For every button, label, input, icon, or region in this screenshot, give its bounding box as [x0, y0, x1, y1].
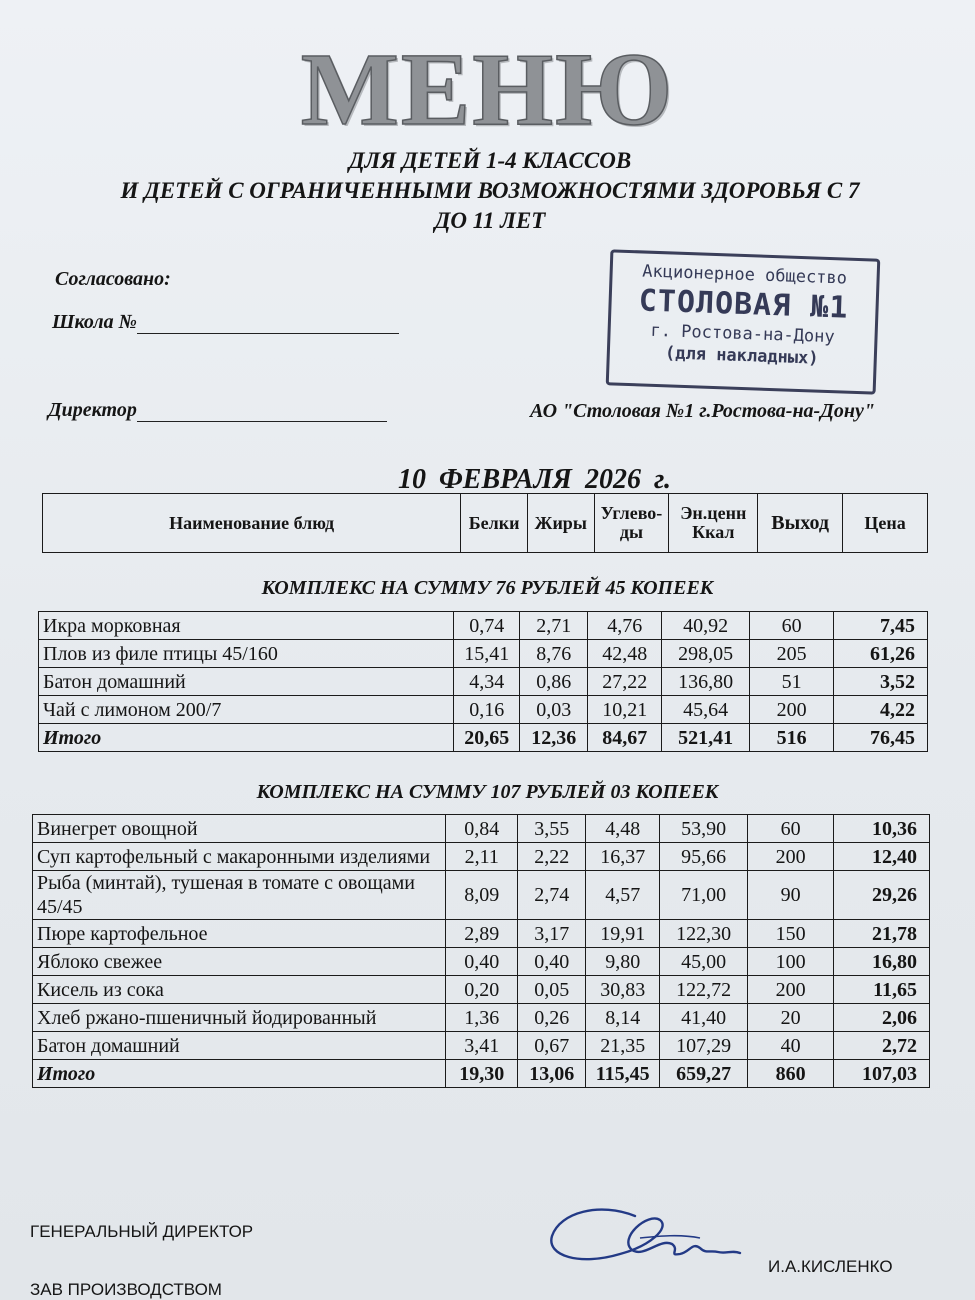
- cell-protein: 0,74: [454, 612, 520, 640]
- agreed-label: Согласовано:: [55, 268, 171, 290]
- cell-kcal: 122,30: [660, 920, 748, 948]
- cell-output: 60: [748, 815, 834, 843]
- cell-carbs: 10,21: [588, 696, 662, 724]
- signature-icon: [540, 1198, 770, 1278]
- header-name: Наименование блюд: [43, 494, 461, 553]
- menu-row: [33, 843, 930, 871]
- total-price: 107,03: [834, 1060, 930, 1088]
- complex-1-title: КОМПЛЕКС НА СУММУ 76 РУБЛЕЙ 45 КОПЕЕК: [261, 577, 714, 599]
- cell-kcal: 41,40: [660, 1004, 748, 1032]
- cell-name: Суп картофельный с макаронными изделиями: [33, 843, 446, 871]
- total-row: [39, 724, 928, 752]
- cell-name: Кисель из сока: [33, 976, 446, 1004]
- cell-fat: 2,74: [518, 871, 586, 920]
- cell-output: 40: [748, 1032, 834, 1060]
- cell-fat: 0,40: [518, 948, 586, 976]
- cell-carbs: 30,83: [586, 976, 660, 1004]
- header-fat: Жиры: [527, 494, 594, 553]
- complex-2-title: КОМПЛЕКС НА СУММУ 107 РУБЛЕЙ 03 КОПЕЕК: [256, 781, 719, 803]
- menu-row: [39, 612, 928, 640]
- cell-price: 61,26: [834, 640, 928, 668]
- header-protein: Белки: [461, 494, 528, 553]
- cell-kcal: 45,00: [660, 948, 748, 976]
- total-row: [33, 1060, 930, 1088]
- header-energy: Эн.ценн Ккал: [669, 494, 758, 553]
- cell-fat: 0,67: [518, 1032, 586, 1060]
- cell-carbs: 4,76: [588, 612, 662, 640]
- director-field: [48, 399, 387, 422]
- stamp-line-2: СТОЛОВАЯ №1: [638, 283, 850, 326]
- total-carbs: 84,67: [588, 724, 662, 752]
- cell-carbs: 42,48: [588, 640, 662, 668]
- stamp-line-3: г. Ростова-на-Дону: [650, 320, 835, 348]
- header-price: Цена: [843, 494, 928, 553]
- cell-kcal: 107,29: [660, 1032, 748, 1060]
- cell-fat: 8,76: [520, 640, 588, 668]
- cell-name: Батон домашний: [39, 668, 454, 696]
- cell-output: 90: [748, 871, 834, 920]
- school-underline: [137, 333, 399, 334]
- stamp-line-4: (для накладных): [664, 343, 819, 369]
- cell-price: 12,40: [834, 843, 930, 871]
- cell-protein: 1,36: [446, 1004, 518, 1032]
- cell-price: 29,26: [834, 871, 930, 920]
- menu-row: [39, 696, 928, 724]
- production-head-label: ЗАВ ПРОИЗВОДСТВОМ: [30, 1280, 222, 1299]
- cell-protein: 3,41: [446, 1032, 518, 1060]
- cell-fat: 2,71: [520, 612, 588, 640]
- cell-name: Яблоко свежее: [33, 948, 446, 976]
- cell-name: Винегрет овощной: [33, 815, 446, 843]
- cell-kcal: 53,90: [660, 815, 748, 843]
- cell-price: 21,78: [834, 920, 930, 948]
- menu-subtitle: [60, 146, 920, 236]
- cell-output: 60: [750, 612, 834, 640]
- total-fat: 12,36: [520, 724, 588, 752]
- cell-output: 200: [750, 696, 834, 724]
- company-stamp: [606, 249, 881, 394]
- cell-kcal: 45,64: [662, 696, 750, 724]
- organization-name: АО "Столовая №1 г.Ростова-на-Дону": [530, 400, 875, 422]
- menu-date: 10 ФЕВРАЛЯ 2026 г.: [398, 464, 671, 495]
- cell-price: 10,36: [834, 815, 930, 843]
- cell-fat: 3,55: [518, 815, 586, 843]
- menu-row: [33, 1032, 930, 1060]
- menu-row: [39, 668, 928, 696]
- cell-name: Чай с лимоном 200/7: [39, 696, 454, 724]
- cell-carbs: 4,57: [586, 871, 660, 920]
- total-name: Итого: [39, 724, 454, 752]
- subtitle-line-3: ДО 11 ЛЕТ: [434, 208, 546, 233]
- cell-output: 200: [748, 976, 834, 1004]
- general-director-name: И.А.КИСЛЕНКО: [768, 1257, 893, 1276]
- cell-name: Хлеб ржано-пшеничный йодированный: [33, 1004, 446, 1032]
- cell-price: 16,80: [834, 948, 930, 976]
- cell-protein: 0,16: [454, 696, 520, 724]
- cell-output: 205: [750, 640, 834, 668]
- cell-protein: 8,09: [446, 871, 518, 920]
- cell-carbs: 9,80: [586, 948, 660, 976]
- school-field: [52, 311, 399, 334]
- total-output: 860: [748, 1060, 834, 1088]
- menu-row: [33, 976, 930, 1004]
- school-label: Школа №: [52, 311, 137, 333]
- general-director-label: ГЕНЕРАЛЬНЫЙ ДИРЕКТОР: [30, 1222, 254, 1241]
- cell-name: Рыба (минтай), тушеная в томате с овощами 45/45: [33, 871, 446, 920]
- total-carbs: 115,45: [586, 1060, 660, 1088]
- total-protein: 20,65: [454, 724, 520, 752]
- cell-protein: 2,89: [446, 920, 518, 948]
- cell-carbs: 27,22: [588, 668, 662, 696]
- menu-row: [33, 1004, 930, 1032]
- cell-protein: 0,84: [446, 815, 518, 843]
- header-output: Выход: [758, 494, 843, 553]
- director-underline: [137, 421, 387, 422]
- total-kcal: 659,27: [660, 1060, 748, 1088]
- cell-kcal: 122,72: [660, 976, 748, 1004]
- cell-price: 7,45: [834, 612, 928, 640]
- cell-kcal: 71,00: [660, 871, 748, 920]
- cell-carbs: 19,91: [586, 920, 660, 948]
- cell-fat: 0,86: [520, 668, 588, 696]
- header-table: [42, 493, 928, 553]
- cell-carbs: 8,14: [586, 1004, 660, 1032]
- cell-price: 11,65: [834, 976, 930, 1004]
- cell-fat: 0,03: [520, 696, 588, 724]
- total-fat: 13,06: [518, 1060, 586, 1088]
- total-name: Итого: [33, 1060, 446, 1088]
- subtitle-line-2: И ДЕТЕЙ С ОГРАНИЧЕННЫМИ ВОЗМОЖНОСТЯМИ ЗДОРОВЬЯ С 7: [120, 178, 860, 203]
- director-label: Директор: [48, 399, 137, 421]
- cell-kcal: 298,05: [662, 640, 750, 668]
- total-kcal: 521,41: [662, 724, 750, 752]
- cell-kcal: 136,80: [662, 668, 750, 696]
- menu-row: [33, 920, 930, 948]
- total-protein: 19,30: [446, 1060, 518, 1088]
- menu-row: [33, 948, 930, 976]
- cell-output: 150: [748, 920, 834, 948]
- cell-output: 20: [748, 1004, 834, 1032]
- cell-kcal: 95,66: [660, 843, 748, 871]
- cell-carbs: 4,48: [586, 815, 660, 843]
- header-row: [43, 494, 928, 553]
- cell-protein: 0,40: [446, 948, 518, 976]
- cell-price: 3,52: [834, 668, 928, 696]
- subtitle-line-1: ДЛЯ ДЕТЕЙ 1-4 КЛАССОВ: [348, 148, 632, 173]
- header-carbs: Углево- ды: [594, 494, 669, 553]
- cell-name: Пюре картофельное: [33, 920, 446, 948]
- menu-row: [39, 640, 928, 668]
- cell-name: Плов из филе птицы 45/160: [39, 640, 454, 668]
- menu-title: МЕНЮ: [300, 32, 675, 147]
- cell-protein: 15,41: [454, 640, 520, 668]
- cell-price: 2,72: [834, 1032, 930, 1060]
- cell-protein: 2,11: [446, 843, 518, 871]
- menu-row: [33, 815, 930, 843]
- cell-kcal: 40,92: [662, 612, 750, 640]
- cell-name: Икра морковная: [39, 612, 454, 640]
- cell-name: Батон домашний: [33, 1032, 446, 1060]
- cell-protein: 0,20: [446, 976, 518, 1004]
- stamp-line-1: Акционерное общество: [641, 261, 848, 289]
- cell-price: 4,22: [834, 696, 928, 724]
- cell-output: 100: [748, 948, 834, 976]
- cell-carbs: 21,35: [586, 1032, 660, 1060]
- cell-protein: 4,34: [454, 668, 520, 696]
- total-price: 76,45: [834, 724, 928, 752]
- cell-price: 2,06: [834, 1004, 930, 1032]
- cell-fat: 0,26: [518, 1004, 586, 1032]
- cell-fat: 2,22: [518, 843, 586, 871]
- cell-output: 200: [748, 843, 834, 871]
- cell-fat: 3,17: [518, 920, 586, 948]
- cell-fat: 0,05: [518, 976, 586, 1004]
- total-output: 516: [750, 724, 834, 752]
- menu-row: [33, 871, 930, 920]
- cell-output: 51: [750, 668, 834, 696]
- cell-carbs: 16,37: [586, 843, 660, 871]
- complex-2-table: [32, 814, 930, 1088]
- complex-1-table: [38, 611, 928, 752]
